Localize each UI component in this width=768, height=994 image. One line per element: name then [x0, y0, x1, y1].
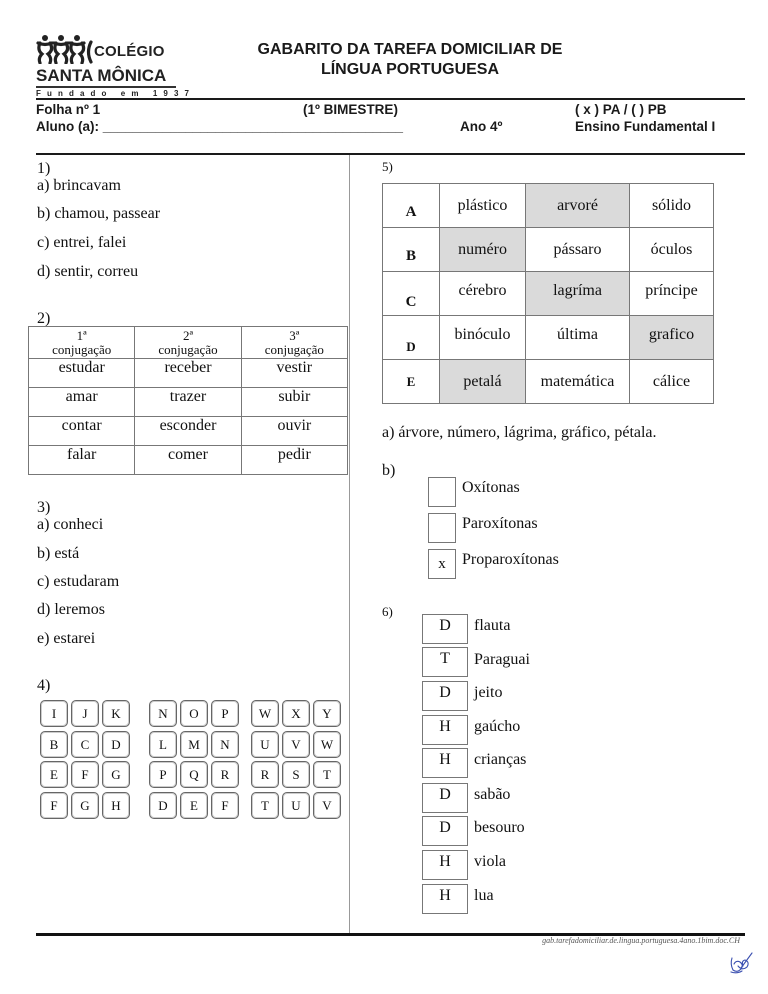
letter-box: O: [180, 700, 208, 727]
option-label-proparoxitonas: Proparoxítonas: [462, 551, 559, 568]
document-title: [230, 40, 590, 80]
table-row: [383, 228, 714, 272]
table-cell: falar: [29, 446, 135, 475]
q5-answer-a: a) árvore, número, lágrima, gráfico, pétala.: [382, 424, 657, 441]
title-line2: LÍNGUA PORTUGUESA: [320, 61, 500, 78]
sound-type-box[interactable]: H: [422, 748, 468, 778]
header-cell: 1ª conjugação: [29, 327, 135, 359]
header-rule-top: [36, 98, 745, 100]
table-cell: receber: [135, 359, 241, 388]
q1-number: 1): [37, 160, 51, 177]
q3-answer-e: e) estarei: [37, 630, 96, 647]
sound-word: sabão: [474, 786, 511, 803]
word-cell: última: [526, 316, 630, 360]
q3-answer-c: c) estudaram: [37, 573, 120, 590]
option-label-paroxitonas: Paroxítonas: [462, 515, 538, 532]
sound-word: besouro: [474, 819, 525, 836]
word-cell-shaded: grafico: [630, 316, 714, 360]
letter-box: F: [40, 792, 68, 819]
letter-box: K: [102, 700, 130, 727]
table-row: [383, 272, 714, 316]
table-cell: amar: [29, 388, 135, 417]
letter-box: I: [40, 700, 68, 727]
table-row: [383, 184, 714, 228]
letter-box: N: [211, 731, 239, 758]
word-cell: plástico: [440, 184, 526, 228]
letter-box: V: [313, 792, 341, 819]
letter-box: U: [251, 731, 279, 758]
letter-box: R: [251, 761, 279, 788]
table-cell: trazer: [135, 388, 241, 417]
word-cell-shaded: arvoré: [526, 184, 630, 228]
q6-number: 6): [382, 604, 393, 619]
logo-name-line2: SANTA MÔNICA: [36, 66, 167, 85]
letter-box: Y: [313, 700, 341, 727]
letter-box: J: [71, 700, 99, 727]
letter-box: G: [71, 792, 99, 819]
sound-type-box[interactable]: D: [422, 614, 468, 644]
table-cell: estudar: [29, 359, 135, 388]
accent-words-table: [382, 183, 714, 404]
header-cell: 3ª conjugação: [241, 327, 347, 359]
letter-box: B: [40, 731, 68, 758]
table-cell: comer: [135, 446, 241, 475]
sound-word: lua: [474, 887, 494, 904]
letter-box: W: [313, 731, 341, 758]
school-figures-icon: [36, 34, 96, 64]
conjugation-table: [28, 326, 348, 475]
table-cell: ouvir: [241, 417, 347, 446]
level-label: Ensino Fundamental I: [575, 119, 716, 134]
word-cell: príncipe: [630, 272, 714, 316]
table-row: [29, 359, 348, 388]
q5-b-label: b): [382, 462, 396, 479]
q3-answer-a: a) conheci: [37, 516, 104, 533]
letter-box: F: [211, 792, 239, 819]
sound-type-box[interactable]: T: [422, 647, 468, 677]
letter-box: T: [313, 761, 341, 788]
table-row: [29, 388, 348, 417]
letter-box: W: [251, 700, 279, 727]
letter-box: L: [149, 731, 177, 758]
q3-answer-b: b) está: [37, 545, 80, 562]
letter-box: P: [211, 700, 239, 727]
year-label: Ano 4º: [460, 119, 503, 134]
table-row: [29, 446, 348, 475]
row-label: E: [383, 360, 440, 404]
sound-type-box[interactable]: D: [422, 816, 468, 846]
letter-box: V: [282, 731, 310, 758]
option-label-oxitonas: Oxítonas: [462, 479, 520, 496]
row-label: B: [383, 228, 440, 272]
row-label: A: [383, 184, 440, 228]
q3-number: 3): [37, 499, 51, 516]
letter-box: X: [282, 700, 310, 727]
sound-type-box[interactable]: D: [422, 681, 468, 711]
letter-box: T: [251, 792, 279, 819]
checkbox-paroxitonas[interactable]: [428, 513, 456, 543]
table-cell: pedir: [241, 446, 347, 475]
header-rule-bottom: [36, 153, 745, 155]
checkbox-proparoxitonas[interactable]: x: [428, 549, 456, 579]
logo-underline: [36, 86, 176, 88]
letter-box: D: [102, 731, 130, 758]
q4-number: 4): [37, 677, 51, 694]
word-cell-shaded: numéro: [440, 228, 526, 272]
logo-name-line1: COLÉGIO: [94, 43, 165, 60]
sound-type-box[interactable]: H: [422, 884, 468, 914]
letter-box: F: [71, 761, 99, 788]
sound-word: viola: [474, 853, 506, 870]
conjugation-header-row: [29, 327, 348, 359]
class-option: ( x ) PA / ( ) PB: [575, 102, 667, 117]
sound-word: jeito: [474, 684, 503, 701]
q1-answer-a: a) brincavam: [37, 177, 121, 194]
table-row: [29, 417, 348, 446]
letter-box: D: [149, 792, 177, 819]
letter-box: H: [102, 792, 130, 819]
word-cell-shaded: petalá: [440, 360, 526, 404]
word-cell: pássaro: [526, 228, 630, 272]
column-divider: [349, 155, 350, 934]
letter-box: P: [149, 761, 177, 788]
letter-box: E: [180, 792, 208, 819]
letter-box: N: [149, 700, 177, 727]
sound-word: Paraguai: [474, 651, 530, 668]
table-cell: vestir: [241, 359, 347, 388]
word-cell: sólido: [630, 184, 714, 228]
q1-answer-b: b) chamou, passear: [37, 205, 161, 222]
letter-box: U: [282, 792, 310, 819]
sound-type-box[interactable]: D: [422, 783, 468, 813]
letter-box: R: [211, 761, 239, 788]
handwritten-initials-icon: [728, 950, 754, 976]
letter-box: S: [282, 761, 310, 788]
sheet-number: Folha nº 1: [36, 102, 101, 117]
q2-number: 2): [37, 310, 51, 327]
sound-word: flauta: [474, 617, 511, 634]
word-cell: binóculo: [440, 316, 526, 360]
table-cell: contar: [29, 417, 135, 446]
letter-box: C: [71, 731, 99, 758]
student-name-field[interactable]: Aluno (a): ________________________________________: [36, 119, 404, 134]
letter-box: E: [40, 761, 68, 788]
header-cell: 2ª conjugação: [135, 327, 241, 359]
letter-box: G: [102, 761, 130, 788]
table-row: [383, 360, 714, 404]
footer-filename: gab.tarefadomiciliar.de.lingua.portuguesa.4ano.1bim.doc.CH: [542, 936, 740, 945]
word-cell: cálice: [630, 360, 714, 404]
table-cell: subir: [241, 388, 347, 417]
word-cell: óculos: [630, 228, 714, 272]
word-cell: matemática: [526, 360, 630, 404]
q1-answer-d: d) sentir, correu: [37, 263, 139, 280]
sound-word: gaúcho: [474, 718, 521, 735]
word-cell-shaded: lagríma: [526, 272, 630, 316]
letter-box: Q: [180, 761, 208, 788]
q5-number: 5): [382, 159, 393, 174]
logo-founded-text: Fundado em 1937: [36, 89, 196, 98]
letter-box: M: [180, 731, 208, 758]
checkbox-oxitonas[interactable]: [428, 477, 456, 507]
q3-answer-d: d) leremos: [37, 601, 105, 618]
q1-answer-c: c) entrei, falei: [37, 234, 127, 251]
sound-type-box[interactable]: H: [422, 715, 468, 745]
term-label: (1º BIMESTRE): [303, 102, 398, 117]
sound-word: crianças: [474, 751, 527, 768]
row-label: C: [383, 272, 440, 316]
title-line1: GABARITO DA TAREFA DOMICILIAR DE: [257, 41, 563, 58]
sound-type-box[interactable]: H: [422, 850, 468, 880]
table-row: [383, 316, 714, 360]
table-cell: esconder: [135, 417, 241, 446]
word-cell: cérebro: [440, 272, 526, 316]
row-label: D: [383, 316, 440, 360]
